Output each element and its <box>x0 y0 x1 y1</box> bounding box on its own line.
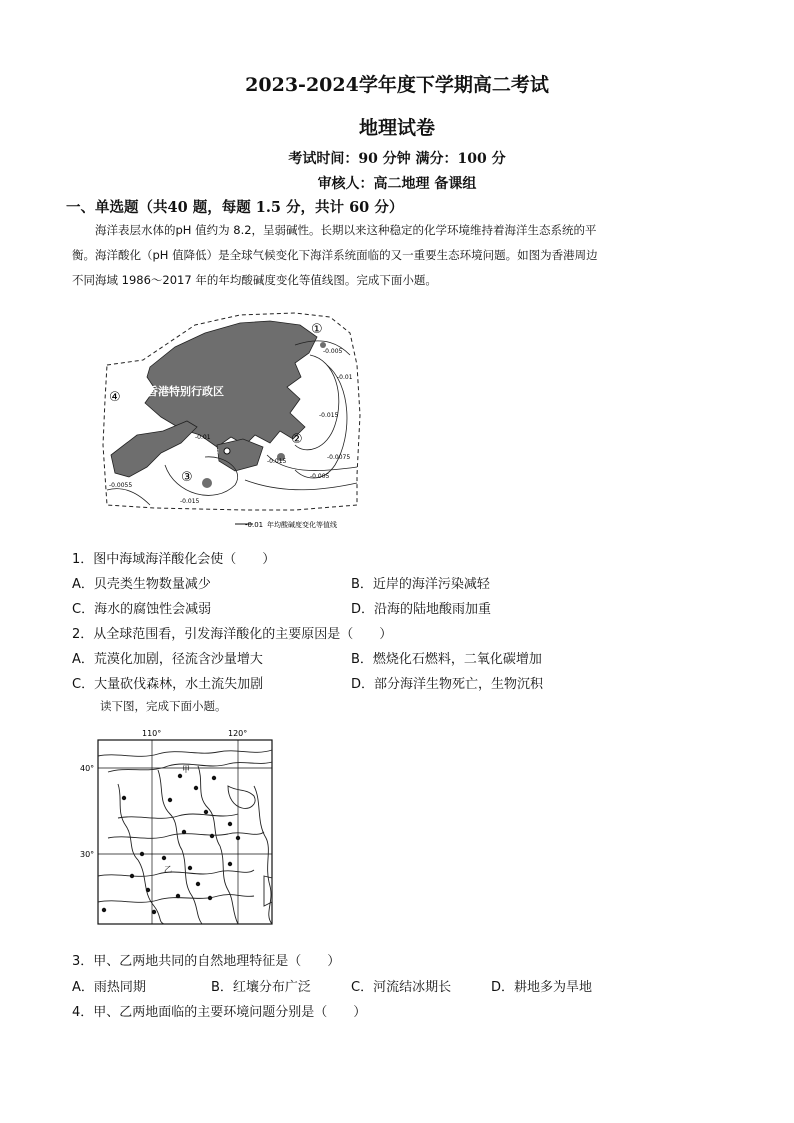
place-label-jia: 甲 <box>182 765 190 774</box>
contour-label: -0.015 <box>180 498 200 505</box>
question-option[interactable]: B．燃烧化石燃料，二氧化碳增加 <box>351 652 542 667</box>
contour-line <box>107 489 150 505</box>
question-option[interactable]: A．荒漠化加剧，径流含沙量增大 <box>72 652 263 667</box>
contour-label: -0.01 <box>195 434 211 441</box>
marker-2: ② <box>291 432 303 447</box>
marker-1: ① <box>311 322 323 337</box>
province-boundaries <box>98 750 272 924</box>
question-option[interactable]: B．近岸的海洋污染减轻 <box>351 577 490 592</box>
exam-info: 考试时间：90 分钟 满分：100 分 <box>288 151 506 167</box>
section-heading: 一、单选题（共40 题，每题 1.5 分，共计 60 分） <box>66 199 404 216</box>
contour-label: -0.0055 <box>109 482 133 489</box>
question-option[interactable]: D．沿海的陆地酸雨加重 <box>351 602 492 617</box>
contour-label: -0.0075 <box>327 454 351 461</box>
contour-line <box>245 480 357 490</box>
passage-line: 衡。海洋酸化（pH 值降低）是全球气候变化下海洋系统面临的又一重要生态环境问题。如图为香港周边 <box>72 248 598 262</box>
hong-kong-acidification-map <box>95 305 365 535</box>
city-dots <box>102 774 240 914</box>
contour-label: -0.01 <box>337 374 353 381</box>
subject-title: 地理试卷 <box>358 117 435 139</box>
lon-label-120: 120° <box>228 729 248 738</box>
city-marker <box>224 448 230 454</box>
legend-text: 年均酸碱度变化等值线 <box>267 521 337 529</box>
question-stem: 4．甲、乙两地面临的主要环境问题分别是（ ） <box>72 1005 367 1020</box>
contour-label: -0.015 <box>319 412 339 419</box>
passage-line: 海洋表层水体的pH 值约为 8.2，呈弱碱性。长期以来这种稳定的化学环境维持着海洋生态系统的平 <box>95 223 597 237</box>
place-label-yi: 乙 <box>164 865 172 874</box>
question-stem: 2．从全球范围看，引发海洋酸化的主要原因是（ ） <box>72 627 393 642</box>
land-mass-south <box>111 421 197 477</box>
marker-4: ④ <box>109 390 121 405</box>
question-option[interactable]: D．耕地多为旱地 <box>491 980 593 995</box>
lat-label-40: 40° <box>80 764 95 773</box>
passage <box>72 218 722 293</box>
lon-label-110: 110° <box>142 729 162 738</box>
land-mass-island <box>217 439 263 471</box>
marker-3: ③ <box>181 470 193 485</box>
contour-label: -0.005 <box>310 473 330 480</box>
passage-line: 不同海域 1986～2017 年的年均酸碱度变化等值线图。完成下面小题。 <box>72 273 437 287</box>
contour-label: -0.005 <box>323 348 343 355</box>
question-option[interactable]: A．贝壳类生物数量减少 <box>72 577 211 592</box>
reviewer-info: 审核人：高二地理 备课组 <box>317 176 477 192</box>
question-option[interactable]: D．部分海洋生物死亡，生物沉积 <box>351 677 544 692</box>
exam-title: 2023-2024学年度下学期高二考试 <box>245 74 549 96</box>
question-option[interactable]: C．河流结冰期长 <box>351 980 452 995</box>
small-island <box>202 478 212 488</box>
city-label: 香港 <box>203 448 219 457</box>
legend-value: -0.01 <box>245 521 264 529</box>
question-stem: 3．甲、乙两地共同的自然地理特征是（ ） <box>72 954 341 969</box>
contour-line <box>295 365 347 478</box>
question-option[interactable]: C．大量砍伐森林，水土流失加剧 <box>72 677 264 692</box>
question-stem: 1．图中海域海洋酸化会使（ ） <box>72 552 276 567</box>
question-option[interactable]: C．海水的腐蚀性会减弱 <box>72 602 212 617</box>
contour-label: -0.015 <box>267 458 287 465</box>
lat-label-30: 30° <box>80 850 95 859</box>
china-region-map <box>78 726 283 931</box>
map2-lead: 读下图，完成下面小题。 <box>100 699 227 713</box>
region-label: 香港特别行政区 <box>147 385 224 398</box>
question-option[interactable]: A．雨热同期 <box>72 980 146 995</box>
question-option[interactable]: B．红壤分布广泛 <box>211 980 311 995</box>
